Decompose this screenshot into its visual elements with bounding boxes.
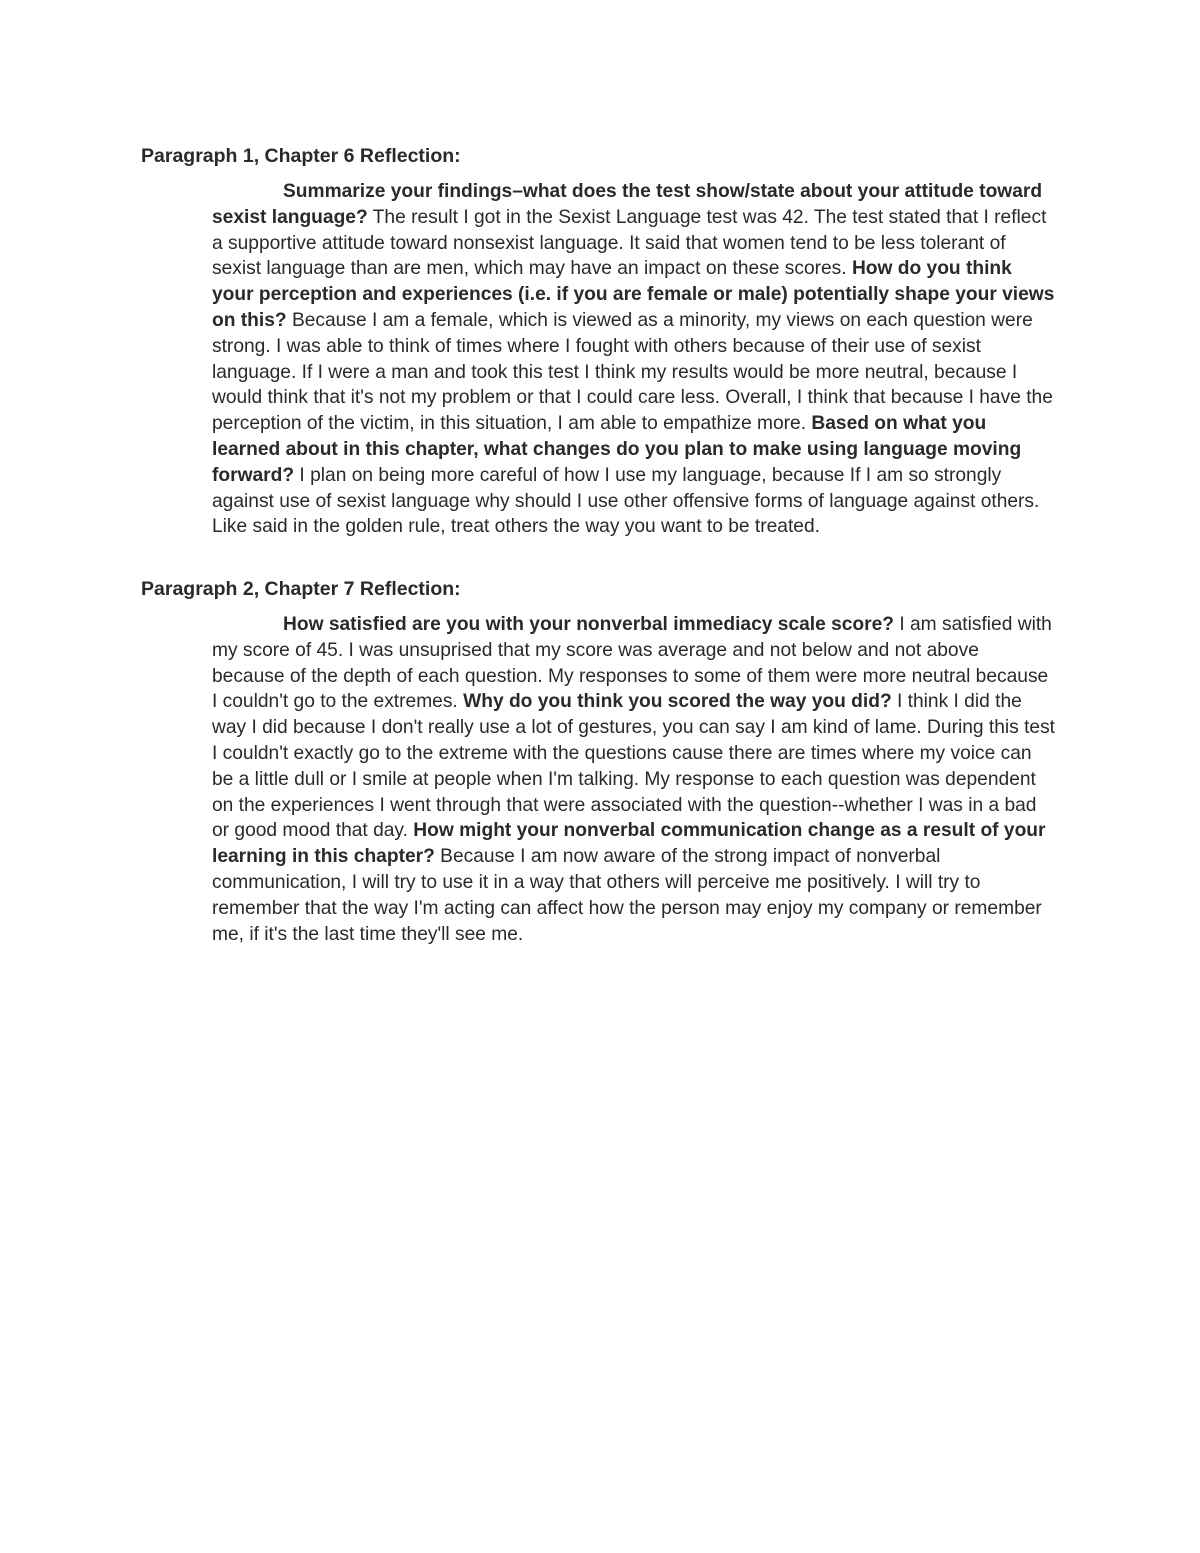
section-heading: Paragraph 2, Chapter 7 Reflection: xyxy=(141,578,461,600)
reflection-paragraph xyxy=(212,179,1056,540)
question-text: How do you think your perception and experiences (i.e. if you are female or male) potentially shape your views on this? xyxy=(212,258,1055,331)
answer-text: Because I am now aware of the strong impact of nonverbal communication, I will try to use it in a way that others will perceive me positively. I will try to remember that the way I'm acting can affect how the person may enjoy my company or remember me, if it's the last time they'll see me. xyxy=(212,846,1042,945)
reflection-section-chapter-7 xyxy=(141,576,1056,947)
question-text: Based on what you learned about in this chapter, what changes do you plan to make using language moving forward? xyxy=(212,413,1022,486)
answer-text: I think I did the way I did because I don't really use a lot of gestures, you can say I am kind of lame. During this test I couldn't exactly go to the extreme with the questions cause there are times where my voice can be a little dull or I smile at people when I'm talking. My response to each question was dependent on the experiences I went through that were associated with the question--whether I was in a bad or good mood that day. xyxy=(212,691,1056,842)
answer-text: The result I got in the Sexist Language test was 42. The test stated that I reflect a supportive attitude toward nonsexist language. It said that women tend to be less tolerant of sexist language than are men, which may have an impact on these scores. xyxy=(212,206,1047,280)
answer-text: I plan on being more careful of how I use my language, because If I am so strongly against use of sexist language why should I use other offensive forms of language against others. Like said in the golden rule, treat others the way you want to be treated. xyxy=(212,464,1040,538)
question-text: Why do you think you scored the way you did? xyxy=(463,691,892,713)
reflection-section-chapter-6 xyxy=(141,143,1056,540)
section-heading: Paragraph 1, Chapter 6 Reflection: xyxy=(141,145,461,167)
answer-text: I am satisfied with my score of 45. I was unsuprised that my score was average and not below and not above because of the depth of each question. My responses to some of them were more neutral because I couldn't go to the extremes. xyxy=(212,614,1052,713)
answer-text: Because I am a female, which is viewed as a minority, my views on each question were strong. I was able to think of times where I fought with others because of their use of sexist language. If I were a man and took this test I think my results would be more neutral, because I would think that it's not my problem or that I could care less. Overall, I think that because I have the perception of the victim, in this situation, I am able to empathize more. xyxy=(212,309,1053,435)
question-text: Summarize your findings–what does the test show/state about your attitude toward sexist language? xyxy=(212,181,1043,228)
question-text: How satisfied are you with your nonverbal immediacy scale score? xyxy=(283,614,895,635)
question-text: How might your nonverbal communication change as a result of your learning in this chapter? xyxy=(212,820,1046,868)
reflection-paragraph xyxy=(212,612,1056,947)
